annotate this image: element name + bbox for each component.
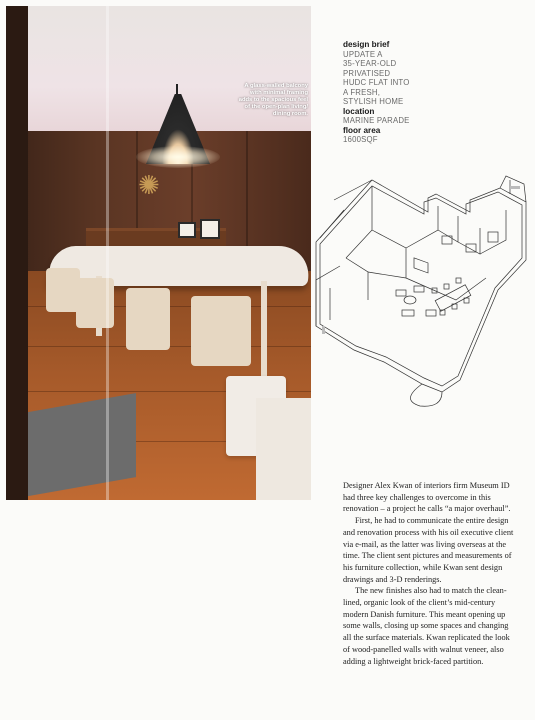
dining-chair — [191, 296, 251, 366]
design-brief-line: STYLISH HOME — [343, 97, 404, 106]
interior-photo — [6, 6, 311, 500]
design-brief-label: design brief — [343, 40, 390, 49]
project-brief — [343, 40, 443, 145]
glass-panel-edge — [106, 6, 109, 500]
design-brief-line: UPDATE A — [343, 49, 383, 59]
sunburst-clock-icon: ✺ — [138, 170, 160, 200]
floor-area-label: floor area — [343, 125, 381, 135]
location-label: location — [343, 106, 375, 116]
design-brief-line: HUDC FLAT INTO — [343, 78, 410, 87]
article-paragraph: The new finishes also had to match the clean-lined, organic look of the client’s mid-century modern Danish furniture. This meant opening up some walls, closing up some spaces and changing all the surface materials. Kwan replicated the look of wood-panelled walls with walnut veneer, also adding a lightweight brick-faced partition. — [343, 586, 510, 666]
picture-frame — [200, 219, 220, 239]
photo-caption: A glass-walled balcony with minimal framing adds to the spacious feel of the open-plan living/ dining room. — [238, 83, 308, 117]
table-leg — [261, 281, 267, 376]
dining-chair — [46, 268, 80, 312]
article-paragraph: First, he had to communicate the entire design and renovation process with his oil executive client via e-mail, as the latter was living overseas at the time. The client sent pictures and measurements of his furniture collection, while Kwan sent design drawings and 3-D renderings. — [343, 516, 514, 584]
location-value: MARINE PARADE — [343, 116, 410, 125]
design-brief-line: 35-YEAR-OLD — [343, 59, 397, 68]
floor-area-value: 1600SQF — [343, 135, 378, 144]
lamp-glow — [136, 146, 220, 168]
article-body — [343, 480, 515, 667]
floor-plan-drawing — [310, 150, 532, 408]
article-paragraph: Designer Alex Kwan of interiors firm Museum ID had three key challenges to overcome in this renovation – a project he calls “a major overhaul”. — [343, 481, 511, 514]
design-brief-line: PRIVATISED — [343, 68, 391, 78]
design-brief-line: A FRESH, — [343, 87, 381, 97]
picture-frame — [178, 222, 196, 238]
kids-table — [256, 398, 311, 500]
dining-chair — [126, 288, 170, 350]
ceiling — [6, 6, 311, 141]
window-frame — [6, 6, 28, 500]
